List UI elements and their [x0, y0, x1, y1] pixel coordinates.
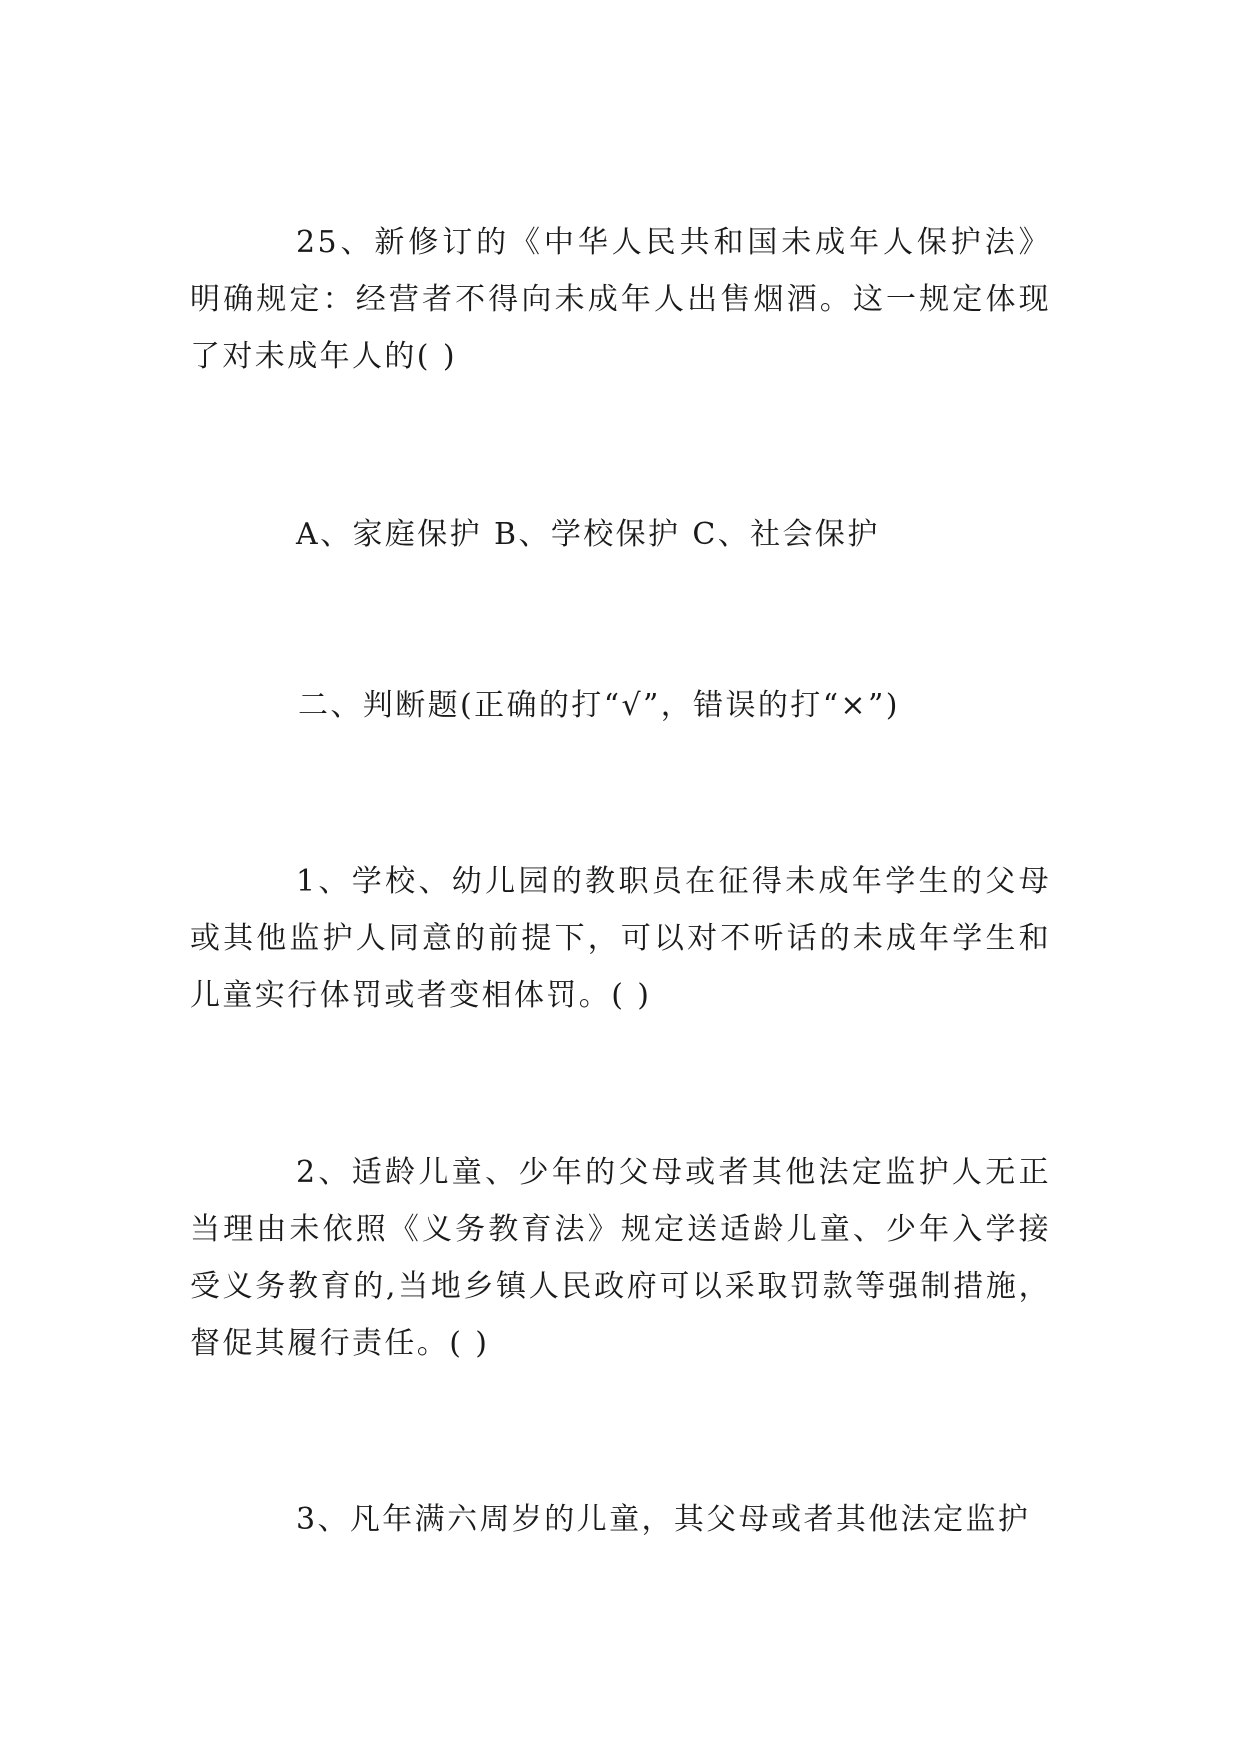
question-25-text: 25、新修订的《中华人民共和国未成年人保护法》明确规定：经营者不得向未成年人出售烟酒。这一规定体现了对未成年人的( ) — [190, 225, 1051, 374]
question-25-options: A、家庭保护 B、学校保护 C、社会保护 — [296, 517, 880, 552]
section-heading: 二、判断题(正确的打“√”，错误的打“×”) — [298, 688, 900, 723]
true-false-item-3: 3、凡年满六周岁的儿童，其父母或者其他法定监护 — [296, 1502, 1031, 1537]
true-false-item-1: 1、学校、幼儿园的教职员在征得未成年学生的父母或其他监护人同意的前提下，可以对不听话的未成年学生和儿童实行体罚或者变相体罚。( ) — [190, 864, 1051, 1013]
true-false-item-2: 2、适龄儿童、少年的父母或者其他法定监护人无正当理由未依照《义务教育法》规定送适龄儿童、少年入学接受义务教育的,当地乡镇人民政府可以采取罚款等强制措施，督促其履行责任。( ) — [190, 1155, 1051, 1361]
